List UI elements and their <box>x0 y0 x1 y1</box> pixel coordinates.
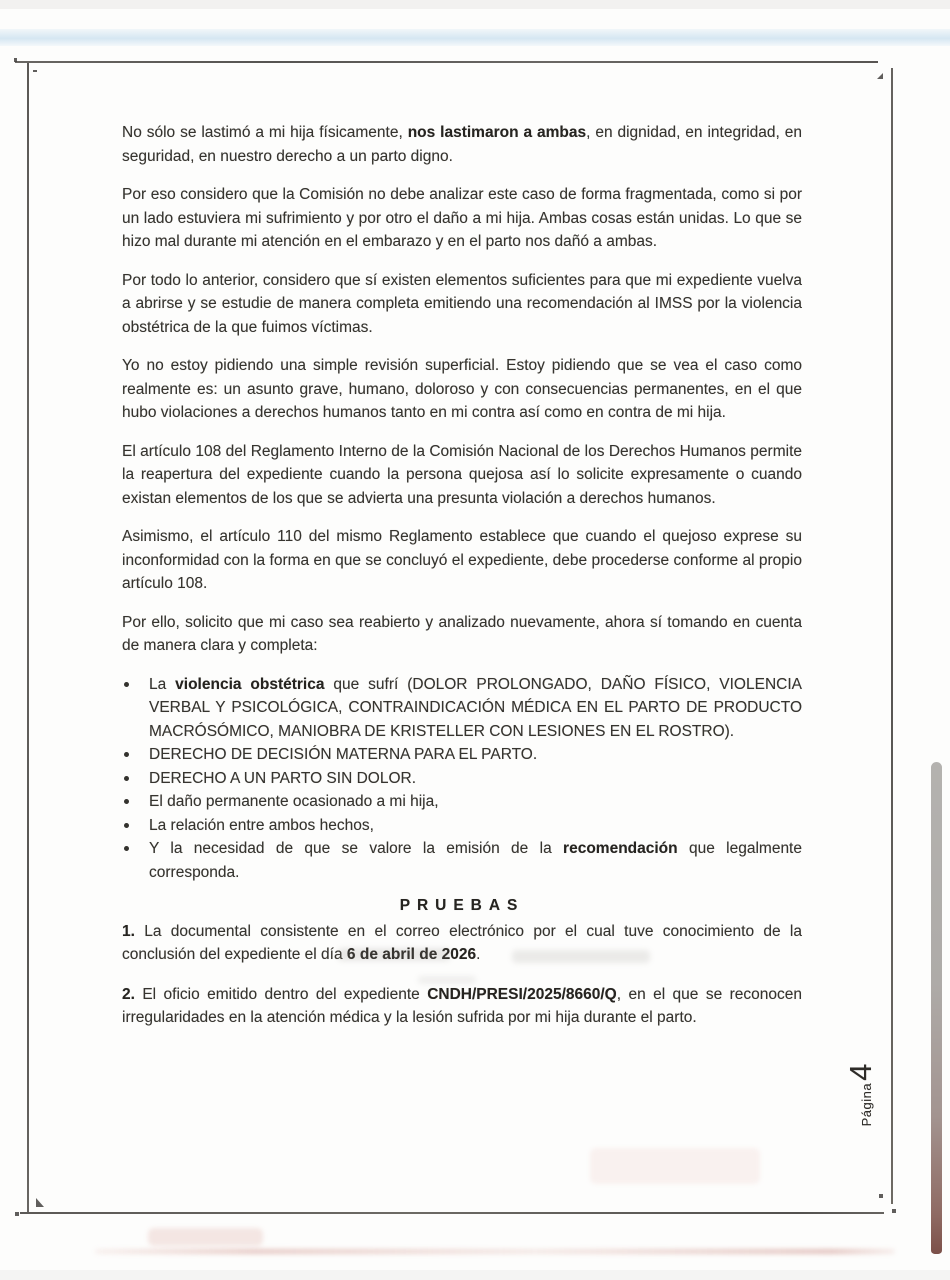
text-segment: La relación entre ambos hechos, <box>149 816 374 834</box>
ink-bleed-smudge <box>418 976 476 984</box>
bold-text-segment: 6 de abril de 2026 <box>346 946 477 963</box>
frame-corner-mark <box>14 58 17 62</box>
text-segment: Por ello, solicito que mi caso sea reabierto y analizado nuevamente, ahora sí tomando en cuenta de manera clara y completa: <box>122 613 802 654</box>
text-segment: No sólo se lastimó a mi hija físicamente, <box>122 124 408 141</box>
bullet-item <box>122 837 802 884</box>
ink-bleed-smudge <box>512 950 650 963</box>
claims-bullet-list <box>122 673 802 885</box>
text-segment: El artículo 108 del Reglamento Interno de la Comisión Nacional de los Derechos Humanos permite la reapertura del expediente cuando la persona quejosa así lo solicite expresamente o cuando existan elementos de los que se advierta una presunta violación a derechos humanos. <box>122 442 802 507</box>
scrollbar-thumb[interactable] <box>931 762 942 1254</box>
text-segment: Asimismo, el artículo 110 del mismo Reglamento establece que cuando el quejoso exprese su inconformidad con la forma en que se concluyó el expediente, debe procederse conforme al propio artículo 108. <box>122 528 802 592</box>
bullet-item <box>122 814 802 838</box>
bold-text-segment: nos lastimaron a ambas <box>407 124 587 141</box>
page-border-top <box>15 61 878 63</box>
bullet-item <box>122 743 802 767</box>
bullet-item <box>122 673 802 744</box>
paragraph <box>122 354 802 425</box>
text-segment: , en el que se reconocen irregularidades en la atención médica y la lesión sufrida por mi hija durante el parto. <box>122 985 802 1026</box>
pruebas-section-heading: PRUEBAS <box>399 897 525 914</box>
text-segment: Y la necesidad de que se valore la emisión de la <box>149 840 564 857</box>
text-segment: que sufrí (DOLOR PROLONGADO, DAÑO FÍSICO, VIOLENCIA VERBAL Y PSICOLÓGICA, CONTRAINDICACIÓN MÉDICA EN EL PARTO DE PRODUCTO MACRÓSÓMICO, MANIOBRA DE KRISTELLER CON LESIONES EN EL ROSTRO). <box>149 675 802 740</box>
frame-corner-mark <box>33 70 37 72</box>
page-number-word: Página <box>859 1082 874 1127</box>
pink-scan-streak <box>95 1249 895 1254</box>
frame-corner-mark <box>36 1198 44 1207</box>
bold-text-segment: 2. <box>122 985 135 1003</box>
text-segment: Por todo lo anterior, considero que sí existen elementos suficientes para que mi expediente vuelva a abrirse y se estudie de manera completa emitiendo una recomendación al IMSS por la violencia obstétrica de la que fuimos víctimas. <box>122 271 802 336</box>
frame-corner-mark <box>879 1194 883 1198</box>
text-segment: La documental consistente en el correo electrónico por el cual tuve conocimiento de la conclusión del expediente el día <box>122 922 802 963</box>
paragraph <box>122 440 802 511</box>
evidence-item <box>122 920 802 967</box>
text-segment: El daño permanente ocasionado a mi hija, <box>149 793 439 810</box>
paragraph <box>122 525 802 596</box>
text-segment: , en dignidad, en integridad, en seguridad, en nuestro derecho a un parto digno. <box>122 124 802 165</box>
page-number <box>845 1049 879 1141</box>
paragraph <box>122 611 802 658</box>
ink-bleed-smudge <box>338 948 450 961</box>
bold-text-segment: violencia obstétrica <box>175 675 325 693</box>
text-segment: Por eso considero que la Comisión no debe analizar este caso de forma fragmentada, como si por un lado estuviera mi sufrimiento y por otro el daño a mi hija. Ambas cosas están unidas. Lo que se hizo mal durante mi atención en el embarazo y en el parto nos dañó a ambas. <box>122 186 802 250</box>
document-content <box>122 121 802 1030</box>
scan-blue-band <box>0 29 950 46</box>
text-segment: DERECHO A UN PARTO SIN DOLOR. <box>149 769 417 787</box>
text-segment: La <box>149 675 176 693</box>
bullet-item <box>122 767 802 791</box>
frame-corner-mark <box>892 1209 896 1213</box>
text-segment: DERECHO DE DECISIÓN MATERNA PARA EL PARTO. <box>149 746 538 763</box>
page-number-digit: 4 <box>843 1063 878 1081</box>
text-segment: El oficio emitido dentro del expediente <box>134 985 428 1003</box>
text-segment: . <box>476 946 481 963</box>
bullet-item <box>122 790 802 814</box>
frame-corner-mark <box>15 1212 19 1216</box>
paragraph <box>122 183 802 254</box>
bold-text-segment: recomendación <box>563 840 678 857</box>
pink-scan-smudge <box>590 1148 760 1184</box>
paragraph <box>122 269 802 340</box>
paragraph <box>122 121 802 168</box>
page-border-right <box>891 68 893 1204</box>
evidence-item <box>122 983 802 1030</box>
text-segment: que legalmente corresponda. <box>149 840 802 881</box>
text-segment: Yo no estoy pidiendo una simple revisión superficial. Estoy pidiendo que se vea el caso como realmente es: un asunto grave, humano, doloroso y con consecuencias permanentes, en el que hubo violaciones a derechos humanos tanto en mi contra así como en contra de mi hija. <box>122 357 802 421</box>
bold-text-segment: CNDH/PRESI/2025/8660/Q <box>427 985 617 1003</box>
page-border-left <box>27 63 29 1212</box>
bold-text-segment: 1. <box>122 922 135 940</box>
page-border-bottom <box>20 1212 884 1214</box>
frame-corner-mark <box>877 73 883 79</box>
photo-bottom-edge <box>0 1270 950 1280</box>
photo-top-edge <box>0 0 950 9</box>
pink-scan-smudge <box>148 1228 263 1246</box>
